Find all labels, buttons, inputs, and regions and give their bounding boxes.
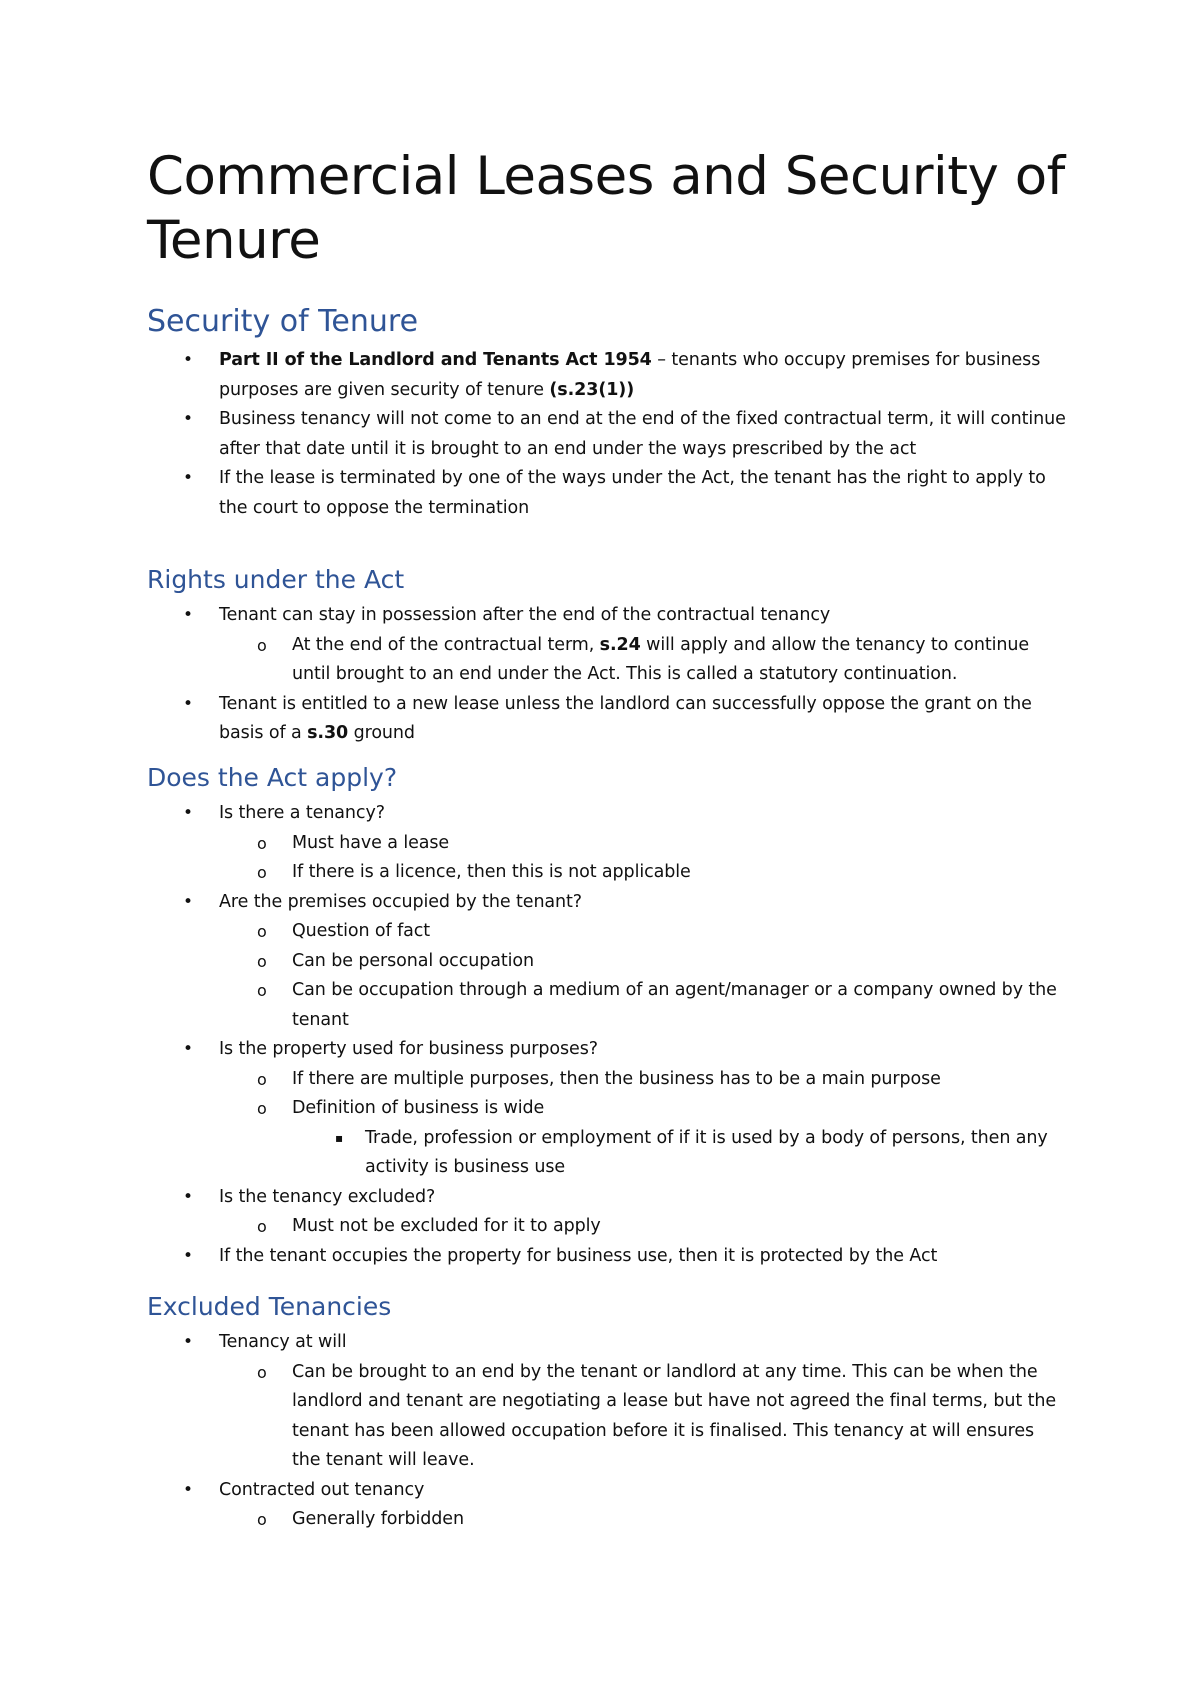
section-heading: Excluded Tenancies [147,1292,392,1321]
list-item [147,1183,1067,1213]
circle-bullet-icon: o [257,1099,267,1118]
list-item-text: Tenant can stay in possession after the end of the contractual tenancy [219,605,831,625]
circle-bullet-icon: o [257,1362,267,1382]
bullet-icon: • [183,605,193,625]
list-item [147,1094,1067,1124]
list-item [147,917,1067,947]
section-reference: s.24 [599,634,641,655]
list-item [147,1476,1067,1506]
list-item-text: Tenant is entitled to a new lease unless the landlord can successfully oppose the grant on the basis of a [219,693,1032,743]
circle-bullet-icon: o [257,1510,267,1529]
list-item-text: Must have a lease [292,832,450,853]
bullet-icon: • [183,1479,193,1500]
list-item-text: Generally forbidden [292,1509,464,1529]
circle-bullet-icon: o [257,1069,267,1089]
bullet-icon: • [183,350,193,370]
list-item [147,631,1067,690]
list-item [147,464,1067,523]
circle-bullet-icon: o [257,1217,267,1236]
list-item-text: If the tenant occupies the property for business use, then it is protected by the Act [219,1245,938,1266]
section-does-the-act-apply [147,761,1067,1271]
bullet-icon: • [183,891,193,912]
circle-bullet-icon: o [257,981,267,1000]
list-item [147,601,1067,631]
list-item [147,405,1067,464]
circle-bullet-icon: o [257,635,267,655]
list-item [147,888,1067,918]
list-item [147,976,1067,1035]
bullet-icon: • [183,803,193,823]
bullet-icon: • [183,468,193,488]
list-item-text: Business tenancy will not come to an end at the end of the fixed contractual term, it will continue after that date until it is brought to an end under the ways prescribed by the act [219,409,1066,459]
list-item-text: Is the tenancy excluded? [219,1186,436,1207]
bullet-list [147,799,1067,1271]
list-item-text: Can be occupation through a medium of an agent/manager or a company owned by the tenant [292,980,1057,1030]
list-item [147,1124,1067,1183]
bullet-icon: • [183,1245,193,1266]
section-heading: Does the Act apply? [147,763,398,792]
list-item [147,1065,1067,1095]
section-heading: Rights under the Act [147,565,405,594]
list-item [147,1035,1067,1065]
list-item [147,1505,1067,1535]
circle-bullet-icon: o [257,951,267,971]
bullet-icon: • [183,1186,193,1207]
bullet-icon: • [183,1039,193,1059]
list-item [147,690,1067,749]
list-item [147,1358,1067,1476]
section-security-of-tenure [147,302,1067,523]
list-item-text: Are the premises occupied by the tenant? [219,891,582,912]
list-item-text: Question of fact [292,921,431,941]
section-excluded-tenancies [147,1290,1067,1535]
list-item-text: Must not be excluded for it to apply [292,1216,601,1236]
bullet-list [147,1328,1067,1535]
section-reference: s.30 [307,723,349,743]
list-item [147,1212,1067,1242]
list-item-text: will apply and allow the tenancy to continue until brought to an end under the Act. This is called a statutory continuation. [292,634,1030,684]
act-reference: Part II of the Landlord and Tenants Act 1954 [219,350,652,370]
list-item-text: Is the property used for business purposes? [219,1039,598,1059]
list-item-text: – tenants who occupy premises for business purposes are given security of tenure [219,350,1041,400]
list-item-text: Definition of business is wide [292,1098,545,1118]
bullet-list [147,601,1067,749]
list-item [147,1328,1067,1358]
list-item-text: Can be personal occupation [292,950,534,971]
section-reference: (s.23(1)) [549,379,635,400]
list-item-text: Is there a tenancy? [219,803,385,823]
list-item-text: ground [348,723,415,743]
list-item [147,858,1067,888]
list-item [147,1242,1067,1272]
bullet-icon: • [183,693,193,714]
list-item [147,829,1067,859]
list-item-text: Tenancy at will [219,1332,347,1352]
list-item-text: Can be brought to an end by the tenant or landlord at any time. This can be when the landlord and tenant are negotiating a lease but have not agreed the final terms, but the tenant has been allowed occupation before it is finalised. This tenancy at will ensures the tenant will leave. [292,1361,1057,1470]
list-item-text: At the end of the contractual term, [292,634,600,655]
document-title: Commercial Leases and Security of Tenure [147,146,1065,271]
bullet-list [147,346,1067,523]
list-item-text: If the lease is terminated by one of the ways under the Act, the tenant has the right to apply to the court to oppose the termination [219,468,1046,518]
section-heading: Security of Tenure [147,304,419,339]
list-item-text: Trade, profession or employment of if it is used by a body of persons, then any activity is business use [365,1127,1048,1177]
bullet-icon: • [183,409,193,429]
circle-bullet-icon: o [257,922,267,941]
list-item [147,346,1067,405]
circle-bullet-icon: o [257,863,267,882]
list-item-text: If there is a licence, then this is not applicable [292,862,691,882]
square-bullet-icon: ▪ [335,1130,344,1145]
section-rights-under-the-act [147,563,1067,749]
circle-bullet-icon: o [257,833,267,853]
list-item-text: If there are multiple purposes, then the business has to be a main purpose [292,1068,941,1089]
list-item [147,799,1067,829]
list-item-text: Contracted out tenancy [219,1479,425,1500]
bullet-icon: • [183,1332,193,1352]
list-item [147,947,1067,977]
